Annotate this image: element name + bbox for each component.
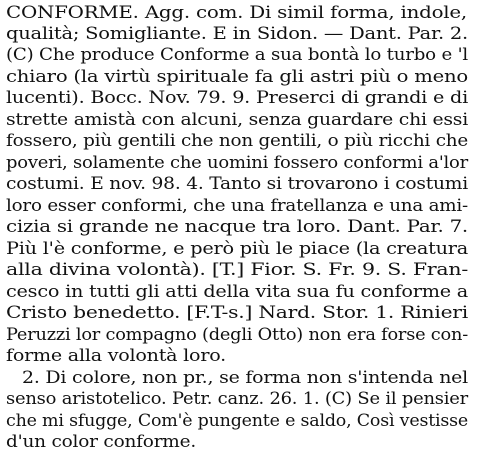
entry-line: qualità; Somigliante. E in Sidon. — Dant. Par. 2. [6, 24, 468, 44]
entry-line: 2. Di colore, non pr., se forma non s'intenda nel [22, 368, 469, 388]
entry-line: CONFORME. Agg. com. Di simil forma, indole, [6, 3, 467, 23]
entry-line: poveri, solamente che uomini fossero conformi a'lor [6, 153, 469, 173]
entry-line: cizia si grande ne nacque tra loro. Dant. Par. 7. [6, 217, 468, 237]
entry-line: forme alla volontà loro. [6, 346, 226, 366]
entry-line: strette amistà con alcuni, senza guardare chi essi [6, 110, 468, 130]
entry-line: lucenti). Bocc. Nov. 79. 9. Preserci di grandi e di [6, 88, 468, 108]
entry-line: alla divina volontà). [T.] Fior. S. Fr. 9. S. Fran- [6, 260, 468, 280]
entry-line: loro esser conformi, che una fratellanza e una ami- [6, 196, 468, 216]
entry-line: costumi. E nov. 98. 4. Tanto si trovarono i costumi [6, 174, 469, 194]
entry-line: Cristo benedetto. [F.T-s.] Nard. Stor. 1. Rinieri [6, 303, 468, 323]
entry-line: cesco in tutti gli atti della vita sua fu conforme a [6, 282, 468, 302]
entry-line: (C) Che produce Conforme a sua bontà lo turbo e 'l [6, 45, 468, 65]
entry-line: Più l'è conforme, e però più le piace (la creatura [6, 239, 468, 259]
entry-line: Peruzzi lor compagno (degli Otto) non era forse con- [6, 325, 469, 345]
entry-line: d'un color conforme. [6, 432, 196, 452]
entry-line: che mi sfugge, Com'è pungente e saldo, Così vestisse [6, 411, 468, 431]
entry-line: senso aristotelico. Petr. canz. 26. 1. (C) Se il pensier [6, 389, 468, 409]
entry-line: chiaro (la virtù spirituale fa gli astri più o meno [6, 67, 468, 87]
entry-line: fossero, più gentili che non gentili, o più ricchi che [6, 131, 468, 151]
